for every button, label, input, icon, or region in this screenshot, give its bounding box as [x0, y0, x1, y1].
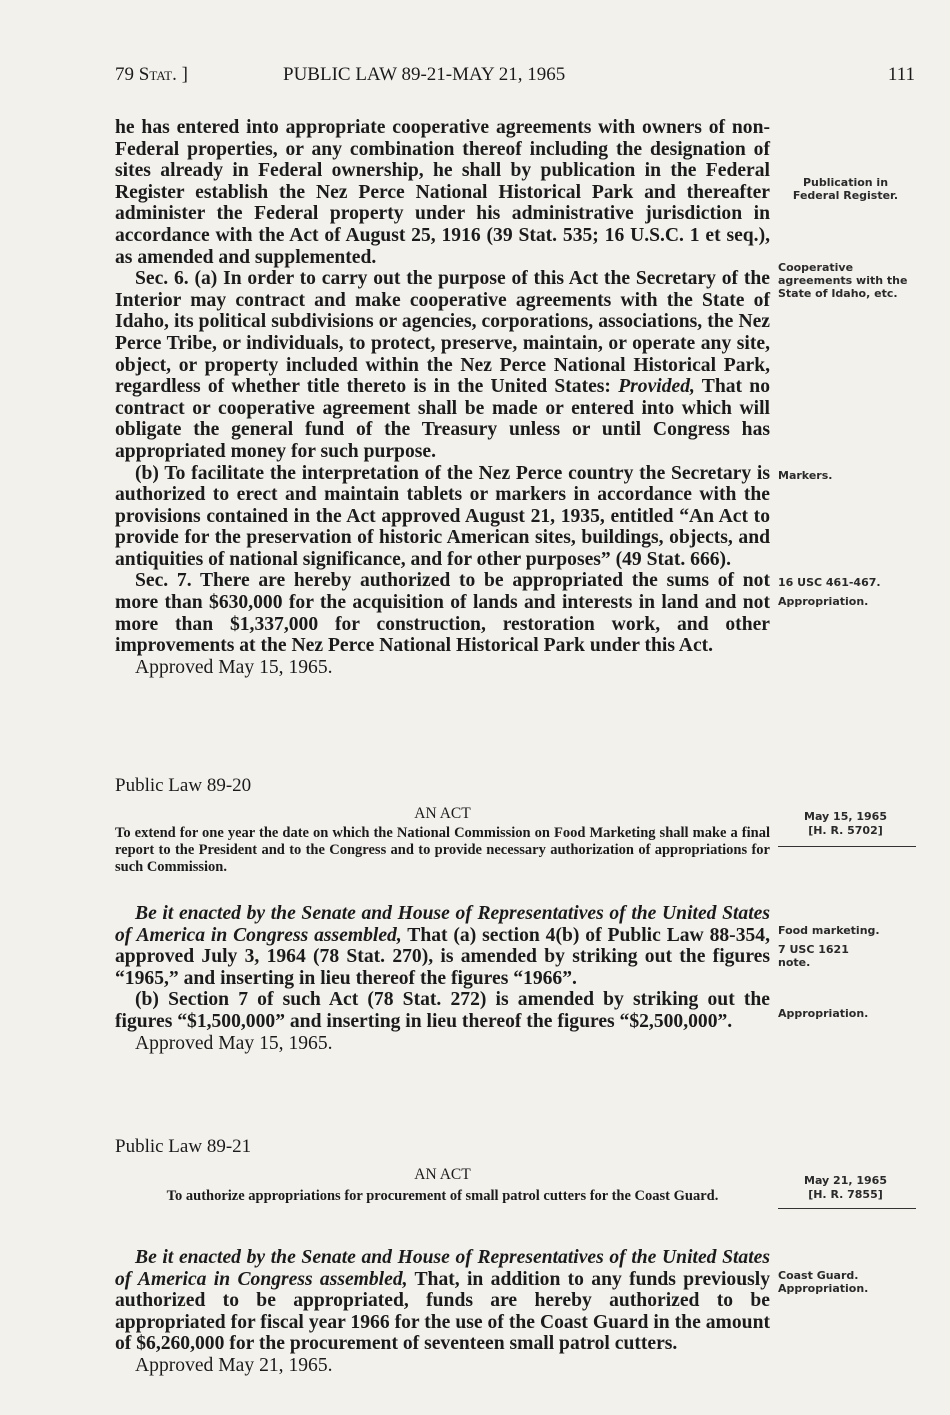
- act-title: To extend for one year the date on which the National Commission on Food Marketing shall make a final report to the President and to the Congress and to provide necessary authorization of appropriations for such Commission.: [115, 825, 770, 875]
- running-head: [115, 64, 915, 90]
- margin-rule: [778, 1208, 916, 1209]
- act-title: To authorize appropriations for procurement of small patrol cutters for the Coast Guard.: [166, 1188, 719, 1204]
- section-6a: [115, 268, 770, 462]
- section-6b: (b) To facilitate the interpretation of the Nez Perce country the Secretary is authorized to erect and maintain tablets or markers in accordance with the provisions contained in the Act approved August 21, 1935, entitled “An Act to provide for the preservation of historic American sites, buildings, objects, and antiquities of national significance, and for other purposes” (49 Stat. 666).: [115, 462, 770, 570]
- volume-citation: 79 Stat. ]: [115, 64, 188, 85]
- public-law-89-21-body: [115, 1247, 770, 1377]
- approval-date: Approved May 15, 1965.: [135, 1032, 333, 1054]
- enacting-text: That, in addition to any funds previously authorized to be appropriated, funds are hereby authorized to be appropriated for fiscal year 1966 for the use of the Coast Guard in the amount of $6,260,000 for the procurement of seventeen small patrol cutters.: [115, 1268, 770, 1355]
- section-6a-text: Sec. 6. (a) In order to carry out the purpose of this Act the Secretary of the Interior may contract and make cooperative agreements with the State of Idaho, its political subdivisions or agencies, corporations, associations, the Nez Perce Tribe, or individuals, to protect, preserve, maintain, or operate any site, object, or property included within the Nez Perce National Historical Park, regardless of whether title thereto is in the United States:: [115, 268, 770, 398]
- public-law-89-20-body: [115, 903, 770, 1054]
- margin-note-food-marketing: Food marketing.: [778, 924, 880, 937]
- section-a: [115, 903, 770, 989]
- public-law-89-21-number: Public Law 89-21: [115, 1136, 252, 1157]
- margin-note-date: May 15, 1965: [804, 810, 887, 823]
- section-6a-proviso: That no contract or cooperative agreement shall be made or entered into which will obligate the general fund of the Treasury unless or until Congress has appropriated money for such purpose.: [115, 376, 770, 462]
- margin-rule: [778, 846, 916, 847]
- act-heading: AN ACT: [414, 1166, 471, 1183]
- section-b: (b) Section 7 of such Act (78 Stat. 272) is amended by striking out the figures “$1,500,000” and inserting in lieu thereof the figures “$2,500,000”.: [115, 989, 770, 1032]
- enacting-section: [115, 1247, 770, 1355]
- margin-note-bill-number: [H. R. 7855]: [808, 1188, 883, 1201]
- margin-note-publication: Publication in Federal Register.: [792, 176, 899, 202]
- page-title: PUBLIC LAW 89-21-MAY 21, 1965: [283, 64, 566, 85]
- margin-note-appropriation: Appropriation.: [778, 595, 869, 608]
- margin-note-cooperative: Cooperative agreements with the State of Idaho, etc.: [778, 261, 908, 300]
- section-7: Sec. 7. There are hereby authorized to be appropriated the sums of not more than $630,000 for the acquisition of lands and interests in land and not more than $1,337,000 for construction, restoration work, and other improvements at the Nez Perce National Historical Park under this Act.: [115, 570, 770, 657]
- margin-note-appropriation: Appropriation.: [778, 1007, 869, 1020]
- margin-note-usc: 7 USC 1621 note.: [778, 943, 849, 969]
- provided-keyword: Provided,: [618, 376, 695, 398]
- enacting-clause: Be it enacted by the Senate and House of Representatives of the United States of America in Congress assembled,: [115, 1247, 770, 1290]
- approval-date: Approved May 21, 1965.: [135, 1354, 333, 1376]
- enacting-clause: Be it enacted by the Senate and House of Representatives of the United States of America in Congress assembled,: [115, 903, 770, 946]
- section-a-text: That (a) section 4(b) of Public Law 88-354, approved July 3, 1964 (78 Stat. 270), is amended by striking out the figures “1965,” and inserting in lieu thereof the figures “1966”.: [115, 924, 770, 989]
- continued-section-text: [115, 117, 770, 678]
- margin-note-bill-number: [H. R. 5702]: [808, 824, 883, 837]
- margin-note-date: May 21, 1965: [804, 1174, 887, 1187]
- public-law-89-20-number: Public Law 89-20: [115, 775, 252, 796]
- page-number: 111: [887, 64, 915, 85]
- margin-note-usc: 16 USC 461-467.: [778, 576, 881, 589]
- paragraph-establishment: he has entered into appropriate cooperative agreements with owners of non-Federal properties, or any combination thereof including the designation of sites already in Federal ownership, he shall by publication in the Federal Register establish the Nez Perce National Historical Park and thereafter administer the Federal property under his administrative jurisdiction in accordance with the Act of August 25, 1916 (39 Stat. 535; 16 U.S.C. 1 et seq.), as amended and supplemented.: [115, 117, 770, 268]
- approval-date: Approved May 15, 1965.: [135, 656, 333, 678]
- margin-note-markers: Markers.: [778, 469, 833, 482]
- act-heading: AN ACT: [414, 805, 471, 822]
- margin-note-coast-guard: Coast Guard. Appropriation.: [778, 1269, 869, 1295]
